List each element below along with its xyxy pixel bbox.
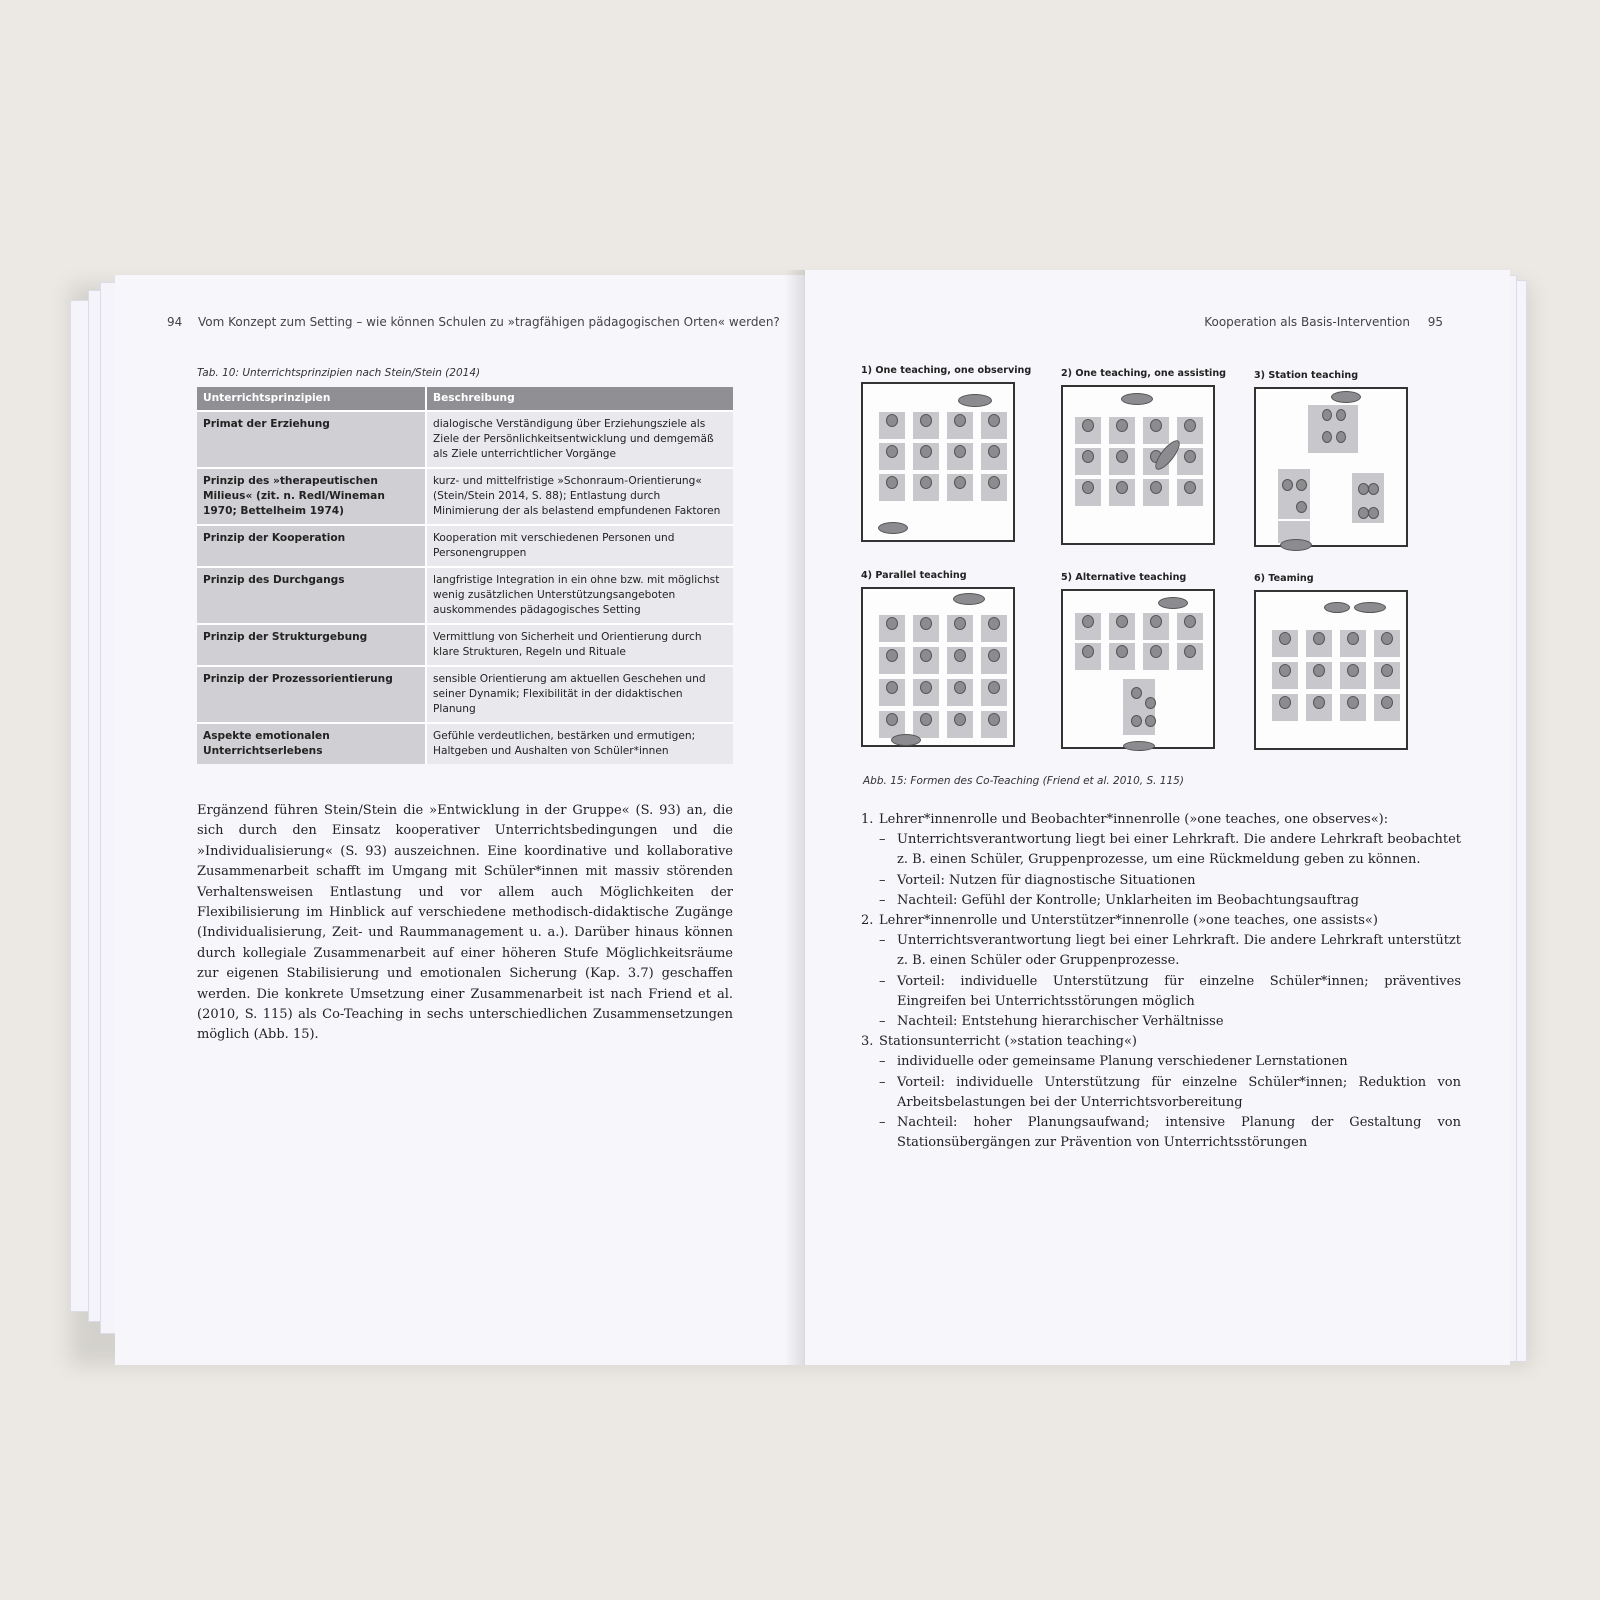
student <box>988 713 1000 726</box>
table-caption: Tab. 10: Unterrichtsprinzipien nach Stein/Stein (2014) <box>197 367 481 379</box>
list-subitem: – Nachteil: hoher Planungsaufwand; intensive Planung der Gestaltung von Stationsübergängen zur Prävention von Unterrichtsstörungen <box>879 1115 1461 1151</box>
list-subitem-text: individuelle oder gemeinsame Planung verschiedener Lernstationen <box>897 1054 1348 1070</box>
figure-label-1: 1) One teaching, one observing <box>861 365 1032 376</box>
student <box>1116 615 1128 628</box>
student <box>1150 419 1162 432</box>
student <box>1116 645 1128 658</box>
student <box>954 414 966 427</box>
student <box>988 445 1000 458</box>
list-subitem: – Nachteil: Entstehung hierarchischer Verhältnisse <box>879 1014 1224 1030</box>
classroom-diagram-alternative <box>1061 589 1215 749</box>
teacher <box>1123 741 1155 751</box>
table-header-description: Beschreibung <box>426 387 733 411</box>
student <box>1282 479 1293 491</box>
student <box>1184 419 1196 432</box>
student <box>920 445 932 458</box>
student <box>1082 645 1094 658</box>
principle-cell: Prinzip des Durchgangs <box>197 567 426 624</box>
student <box>1150 481 1162 494</box>
table-header-principles: Unterrichtsprinzipien <box>197 387 426 411</box>
list-subitem: – Vorteil: individuelle Unterstützung für einzelne Schüler*innen; präventives Eingreifen bei Unterrichtsstörungen möglich <box>879 973 1461 1009</box>
right-running-head: Kooperation als Basis-Intervention <box>1204 315 1410 329</box>
student <box>988 476 1000 489</box>
student <box>920 476 932 489</box>
list-subitem-text: Vorteil: Nutzen für diagnostische Situationen <box>897 872 1196 888</box>
student <box>1313 664 1325 677</box>
figure-caption: Abb. 15: Formen des Co-Teaching (Friend et al. 2010, S. 115) <box>863 775 1184 787</box>
student <box>886 713 898 726</box>
student <box>920 617 932 630</box>
teacher <box>891 734 921 746</box>
right-page <box>805 270 1510 1365</box>
list-subitem: – Unterrichtsverantwortung liegt bei einer Lehrkraft. Die andere Lehrkraft unterstützt z. B. einen Schüler oder Gruppenprozesse. <box>879 933 1461 969</box>
student <box>1116 419 1128 432</box>
list-number: 3. <box>861 1034 874 1050</box>
classroom-diagram-station <box>1254 387 1408 547</box>
figure-label-4: 4) Parallel teaching <box>861 570 967 581</box>
student <box>1116 481 1128 494</box>
student <box>920 414 932 427</box>
student <box>1145 697 1156 709</box>
right-page-number: 95 <box>1427 315 1443 329</box>
description-cell: dialogische Verständigung über Erziehungsziele als Ziele der Persönlichkeitsentwicklung und demgemäß als Ziele unterrichtlicher Vorgänge <box>426 411 733 468</box>
list-item-title: Stationsunterricht (»station teaching«) <box>879 1034 1137 1050</box>
student <box>1082 481 1094 494</box>
student <box>954 617 966 630</box>
principle-cell: Prinzip der Kooperation <box>197 525 426 567</box>
student <box>886 617 898 630</box>
student <box>886 476 898 489</box>
list-subitem-text: Unterrichtsverantwortung liegt bei einer Lehrkraft. Die andere Lehrkraft unterstützt z. B. einen Schüler oder Gruppenprozesse. <box>897 933 1461 969</box>
list-subitem-text: Vorteil: individuelle Unterstützung für einzelne Schüler*innen; präventives Eingreifen bei Unterrichtsstörungen möglich <box>897 973 1461 1009</box>
student <box>988 414 1000 427</box>
left-page <box>115 275 805 1365</box>
principle-cell: Prinzip der Prozessorientierung <box>197 666 426 723</box>
student <box>1381 632 1393 645</box>
list-number: 1. <box>861 812 874 827</box>
student <box>954 445 966 458</box>
student <box>988 681 1000 694</box>
student <box>1082 615 1094 628</box>
student <box>1279 632 1291 645</box>
student <box>1296 479 1307 491</box>
principle-cell: Aspekte emotionalen Unterrichtserlebens <box>197 723 426 764</box>
table-row <box>197 525 733 567</box>
student <box>1381 664 1393 677</box>
student <box>920 713 932 726</box>
description-cell: sensible Orientierung am aktuellen Geschehen und seiner Dynamik; Flexibilität in der didaktischen Planung <box>426 666 733 723</box>
desk <box>1308 405 1358 453</box>
body-paragraph: Ergänzend führen Stein/Stein die »Entwicklung in der Gruppe« (S. 93) an, die sich durch den Einsatz kooperativer Unterrichtsbedingungen und die »Individualisierung« (S. 93) auszeichnen. Eine koordinative und kollaborative Zusammenarbeit schafft im Umgang mit Schüler*innen mit massiv störenden Verhaltensweisen Entlastung und vor allem auch Möglichkeiten der Flexibilisierung im Hinblick auf verschiedene methodisch-didaktische Zugänge (Individualisierung, Zeit- und Raummanagement u. a.). Darüber hinaus können durch kollegiale Zusammenarbeit auf einer höheren Stufe Möglichkeitsräume zur eigenen Stabilisierung und emotionalen Sicherung (Kap. 3.7) geschaffen werden. Die konkrete Umsetzung einer Zusammenarbeit ist nach Friend et al. (2010, S. 115) als Co-Teaching in sechs unterschiedlichen Zusammensetzungen möglich (Abb. 15). <box>197 803 733 1043</box>
student <box>1368 483 1379 495</box>
list-subitem-text: Vorteil: individuelle Unterstützung für einzelne Schüler*innen; Reduktion von Arbeitsbelastungen bei der Unterrichtsvorbereitung <box>897 1074 1461 1110</box>
student <box>1116 450 1128 463</box>
student <box>1347 664 1359 677</box>
left-running-head: Vom Konzept zum Setting – wie können Schulen zu »tragfähigen pädagogischen Orten« werden? <box>198 315 780 329</box>
table-row <box>197 411 733 468</box>
student <box>1313 696 1325 709</box>
description-cell: kurz- und mittelfristige »Schonraum-Orientierung« (Stein/Stein 2014, S. 88); Entlastung durch Minimierung der als belastend empfundenen Faktoren <box>426 468 733 525</box>
list-subitem: – Vorteil: Nutzen für diagnostische Situationen <box>879 872 1196 888</box>
student <box>1131 687 1142 699</box>
table-row <box>197 468 733 525</box>
student <box>1322 431 1332 443</box>
co-teaching-list <box>861 810 1461 1153</box>
teacher <box>1354 602 1386 613</box>
list-subitem-text: Nachteil: Entstehung hierarchischer Verhältnisse <box>897 1014 1224 1030</box>
principles-table <box>197 387 733 764</box>
student <box>1184 450 1196 463</box>
principle-cell: Prinzip des »therapeutischen Milieus« (zit. n. Redl/Wineman 1970; Bettelheim 1974) <box>197 468 426 525</box>
student <box>1145 715 1156 727</box>
list-subitem-text: Nachteil: hoher Planungsaufwand; intensive Planung der Gestaltung von Stationsübergängen zur Prävention von Unterrichtsstörungen <box>897 1115 1461 1151</box>
teacher <box>1324 602 1350 613</box>
classroom-diagram-observing <box>861 382 1015 542</box>
student <box>1131 715 1142 727</box>
classroom-diagram-parallel <box>861 587 1015 747</box>
student <box>1279 696 1291 709</box>
student <box>920 681 932 694</box>
student <box>920 649 932 662</box>
teacher <box>1158 597 1188 609</box>
student <box>1336 409 1346 421</box>
list-item <box>861 911 1461 931</box>
student <box>1313 632 1325 645</box>
student <box>886 649 898 662</box>
student <box>954 681 966 694</box>
student <box>1184 481 1196 494</box>
student <box>1368 507 1379 519</box>
student <box>1322 409 1332 421</box>
principle-cell: Primat der Erziehung <box>197 411 426 468</box>
student <box>886 414 898 427</box>
student <box>886 681 898 694</box>
student <box>1347 632 1359 645</box>
student <box>954 476 966 489</box>
student <box>954 713 966 726</box>
student <box>988 649 1000 662</box>
description-cell: Gefühle verdeutlichen, bestärken und ermutigen; Haltgeben und Aushalten von Schüler*innen <box>426 723 733 764</box>
student <box>1279 664 1291 677</box>
student <box>886 445 898 458</box>
list-number: 2. <box>861 913 874 929</box>
teacher <box>953 593 985 605</box>
list-subitem: – Nachteil: Gefühl der Kontrolle; Unklarheiten im Beobachtungsauftrag <box>879 892 1359 908</box>
table-row <box>197 567 733 624</box>
student <box>1336 431 1346 443</box>
list-item <box>861 810 1461 830</box>
description-cell: Kooperation mit verschiedenen Personen und Personengruppen <box>426 525 733 567</box>
student <box>1184 645 1196 658</box>
table-row <box>197 723 733 764</box>
teacher <box>1280 539 1312 551</box>
classroom-diagram-assisting <box>1061 385 1215 545</box>
figure-label-6: 6) Teaming <box>1254 573 1314 584</box>
teacher <box>878 522 908 534</box>
description-cell: Vermittlung von Sicherheit und Orientierung durch klare Strukturen, Regeln und Rituale <box>426 624 733 666</box>
classroom-diagram-teaming <box>1254 590 1408 750</box>
teacher <box>958 394 992 407</box>
figure-label-5: 5) Alternative teaching <box>1061 572 1187 583</box>
co-teaching-figure <box>861 365 1421 785</box>
list-item <box>861 1032 1461 1052</box>
left-page-number: 94 <box>167 315 183 329</box>
student <box>1296 501 1307 513</box>
student <box>1184 615 1196 628</box>
student <box>988 617 1000 630</box>
list-subitem: – Unterrichtsverantwortung liegt bei einer Lehrkraft. Die andere Lehrkraft beobachtet z. B. einen Schüler, Gruppenprozesse, um eine Rückmeldung geben zu können. <box>879 832 1461 868</box>
list-item-title: Lehrer*innenrolle und Unterstützer*innenrolle (»one teaches, one assists«) <box>879 913 1378 929</box>
table-header-row <box>197 387 733 411</box>
principle-cell: Prinzip der Strukturgebung <box>197 624 426 666</box>
student <box>954 649 966 662</box>
student <box>1381 696 1393 709</box>
teacher <box>1121 393 1153 405</box>
figure-label-2: 2) One teaching, one assisting <box>1061 368 1227 379</box>
student <box>1347 696 1359 709</box>
table-row <box>197 624 733 666</box>
list-subitem: – individuelle oder gemeinsame Planung verschiedener Lernstationen <box>879 1054 1348 1070</box>
figure-label-3: 3) Station teaching <box>1254 370 1359 381</box>
table-row <box>197 666 733 723</box>
teacher <box>1331 391 1361 403</box>
student <box>1150 645 1162 658</box>
list-subitem-text: Unterrichtsverantwortung liegt bei einer Lehrkraft. Die andere Lehrkraft beobachtet z. B. einen Schüler, Gruppenprozesse, um eine Rückmeldung geben zu können. <box>897 832 1461 868</box>
list-item-title: Lehrer*innenrolle und Beobachter*innenrolle (»one teaches, one observes«): <box>879 812 1389 827</box>
student <box>1082 450 1094 463</box>
desk <box>1278 469 1310 519</box>
description-cell: langfristige Integration in ein ohne bzw. mit möglichst wenig zusätzlichen Unterstützungsangeboten auskommendes pädagogisches Setting <box>426 567 733 624</box>
list-subitem: – Vorteil: individuelle Unterstützung für einzelne Schüler*innen; Reduktion von Arbeitsbelastungen bei der Unterrichtsvorbereitung <box>879 1074 1461 1110</box>
student <box>1150 615 1162 628</box>
list-subitem-text: Nachteil: Gefühl der Kontrolle; Unklarheiten im Beobachtungsauftrag <box>897 892 1359 908</box>
student <box>1082 419 1094 432</box>
